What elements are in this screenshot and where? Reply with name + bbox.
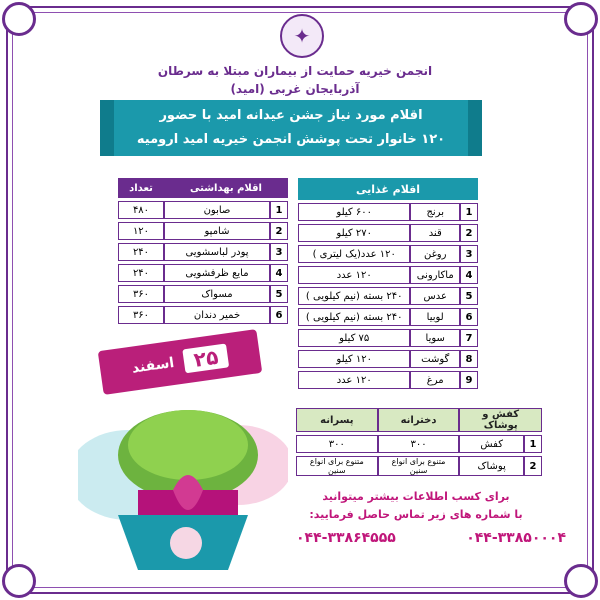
row-number: 1 — [270, 201, 288, 219]
row-number: 5 — [270, 285, 288, 303]
item-name: پوشاک — [459, 456, 524, 476]
corner-ornament-icon — [2, 2, 36, 36]
row-number: 5 — [460, 287, 478, 305]
table-row — [118, 285, 288, 303]
hygiene-count-header: تعداد — [118, 178, 164, 198]
item-boys: متنوع برای انواع سنین — [296, 456, 378, 476]
item-qty: ۱۲۰ کیلو — [298, 350, 410, 368]
item-name: صابون — [164, 201, 270, 219]
item-qty: ۲۴۰ — [118, 243, 164, 261]
item-name: شامپو — [164, 222, 270, 240]
table-row — [298, 350, 478, 368]
item-name: مایع ظرفشویی — [164, 264, 270, 282]
item-name: قند — [410, 224, 460, 242]
row-number: 2 — [524, 456, 542, 476]
item-name: مسواک — [164, 285, 270, 303]
hygiene-title: اقلام بهداشتی — [164, 178, 288, 198]
item-qty: ۶۰۰ کیلو — [298, 203, 410, 221]
item-qty: ۱۲۰ عدد(یک لیتری ) — [298, 245, 410, 263]
table-row — [298, 329, 478, 347]
item-qty: ۷۵ کیلو — [298, 329, 410, 347]
charity-logo-icon: ✦ — [280, 14, 324, 58]
corner-ornament-icon — [2, 564, 36, 598]
table-row — [298, 224, 478, 242]
table-row — [298, 245, 478, 263]
contact-line-1: برای کسب اطلاعات بیشتر میتوانید — [322, 490, 510, 503]
row-number: 6 — [270, 306, 288, 324]
food-items-table — [298, 175, 478, 392]
clothing-boys-header: پسرانه — [296, 408, 378, 432]
table-row — [298, 266, 478, 284]
item-name: پودر لباسشویی — [164, 243, 270, 261]
row-number: 7 — [460, 329, 478, 347]
organization-name — [150, 62, 440, 98]
item-name: گوشت — [410, 350, 460, 368]
table-row — [298, 203, 478, 221]
clothing-items-table — [296, 405, 542, 479]
item-qty: ۲۴۰ بسته (نیم کیلویی ) — [298, 287, 410, 305]
date-month: اسفند — [130, 354, 176, 377]
item-qty: ۳۶۰ — [118, 306, 164, 324]
item-boys: ۳۰۰ — [296, 435, 378, 453]
item-qty: ۲۷۰ کیلو — [298, 224, 410, 242]
row-number: 8 — [460, 350, 478, 368]
table-row — [118, 222, 288, 240]
item-name: ماکارونی — [410, 266, 460, 284]
row-number: 1 — [524, 435, 542, 453]
row-number: 2 — [460, 224, 478, 242]
item-name: لوبیا — [410, 308, 460, 326]
table-row — [298, 287, 478, 305]
table-row — [298, 371, 478, 389]
row-number: 9 — [460, 371, 478, 389]
title-banner — [110, 100, 472, 156]
contact-line-2: با شماره های زیر تماس حاصل فرمایید: — [309, 508, 523, 521]
item-girls: متنوع برای انواع سنین — [378, 456, 460, 476]
hygiene-items-table — [118, 175, 288, 327]
item-qty: ۴۸۰ — [118, 201, 164, 219]
row-number: 3 — [460, 245, 478, 263]
org-line-2: آذربایجان غربی (امید) — [230, 82, 360, 96]
row-number: 2 — [270, 222, 288, 240]
row-number: 4 — [270, 264, 288, 282]
phone-number-2: ۰۴۴-۳۳۸۶۴۵۵۵ — [296, 530, 396, 546]
item-name: روغن — [410, 245, 460, 263]
table-row — [298, 308, 478, 326]
item-qty: ۲۴۰ بسته (نیم کیلویی ) — [298, 308, 410, 326]
phone-number-1: ۰۴۴-۳۳۸۵۰۰۰۴ — [466, 530, 566, 546]
table-row — [118, 264, 288, 282]
date-day: ۲۵ — [182, 343, 229, 373]
clothing-title: کفش و پوشاک — [459, 408, 542, 432]
table-row — [118, 243, 288, 261]
table-row — [118, 201, 288, 219]
item-name: سویا — [410, 329, 460, 347]
clothing-girls-header: دخترانه — [378, 408, 460, 432]
item-name: عدس — [410, 287, 460, 305]
corner-ornament-icon — [564, 2, 598, 36]
item-name: مرغ — [410, 371, 460, 389]
row-number: 4 — [460, 266, 478, 284]
item-qty: ۳۶۰ — [118, 285, 164, 303]
item-girls: ۳۰۰ — [378, 435, 460, 453]
table-row — [296, 435, 542, 453]
corner-ornament-icon — [564, 564, 598, 598]
org-line-1: انجمن خیریه حمایت از بیماران مبتلا به سرطان — [157, 64, 433, 78]
row-number: 1 — [460, 203, 478, 221]
sabzeh-illustration — [78, 395, 288, 585]
food-title: اقلام غذایی — [298, 178, 478, 200]
item-qty: ۱۲۰ عدد — [298, 266, 410, 284]
item-name: خمیر دندان — [164, 306, 270, 324]
item-qty: ۱۲۰ — [118, 222, 164, 240]
banner-line-2: ۱۲۰ خانوار تحت پوشش انجمن خیریه امید ارومیه — [136, 132, 446, 147]
table-row — [296, 456, 542, 476]
contact-info — [290, 488, 542, 524]
item-name: برنج — [410, 203, 460, 221]
item-qty: ۱۲۰ عدد — [298, 371, 410, 389]
banner-line-1: اقلام مورد نیاز جشن عیدانه امید با حضور — [159, 108, 423, 123]
table-row — [118, 306, 288, 324]
item-qty: ۲۴۰ — [118, 264, 164, 282]
row-number: 6 — [460, 308, 478, 326]
row-number: 3 — [270, 243, 288, 261]
item-name: کفش — [459, 435, 524, 453]
phone-numbers — [296, 530, 566, 546]
